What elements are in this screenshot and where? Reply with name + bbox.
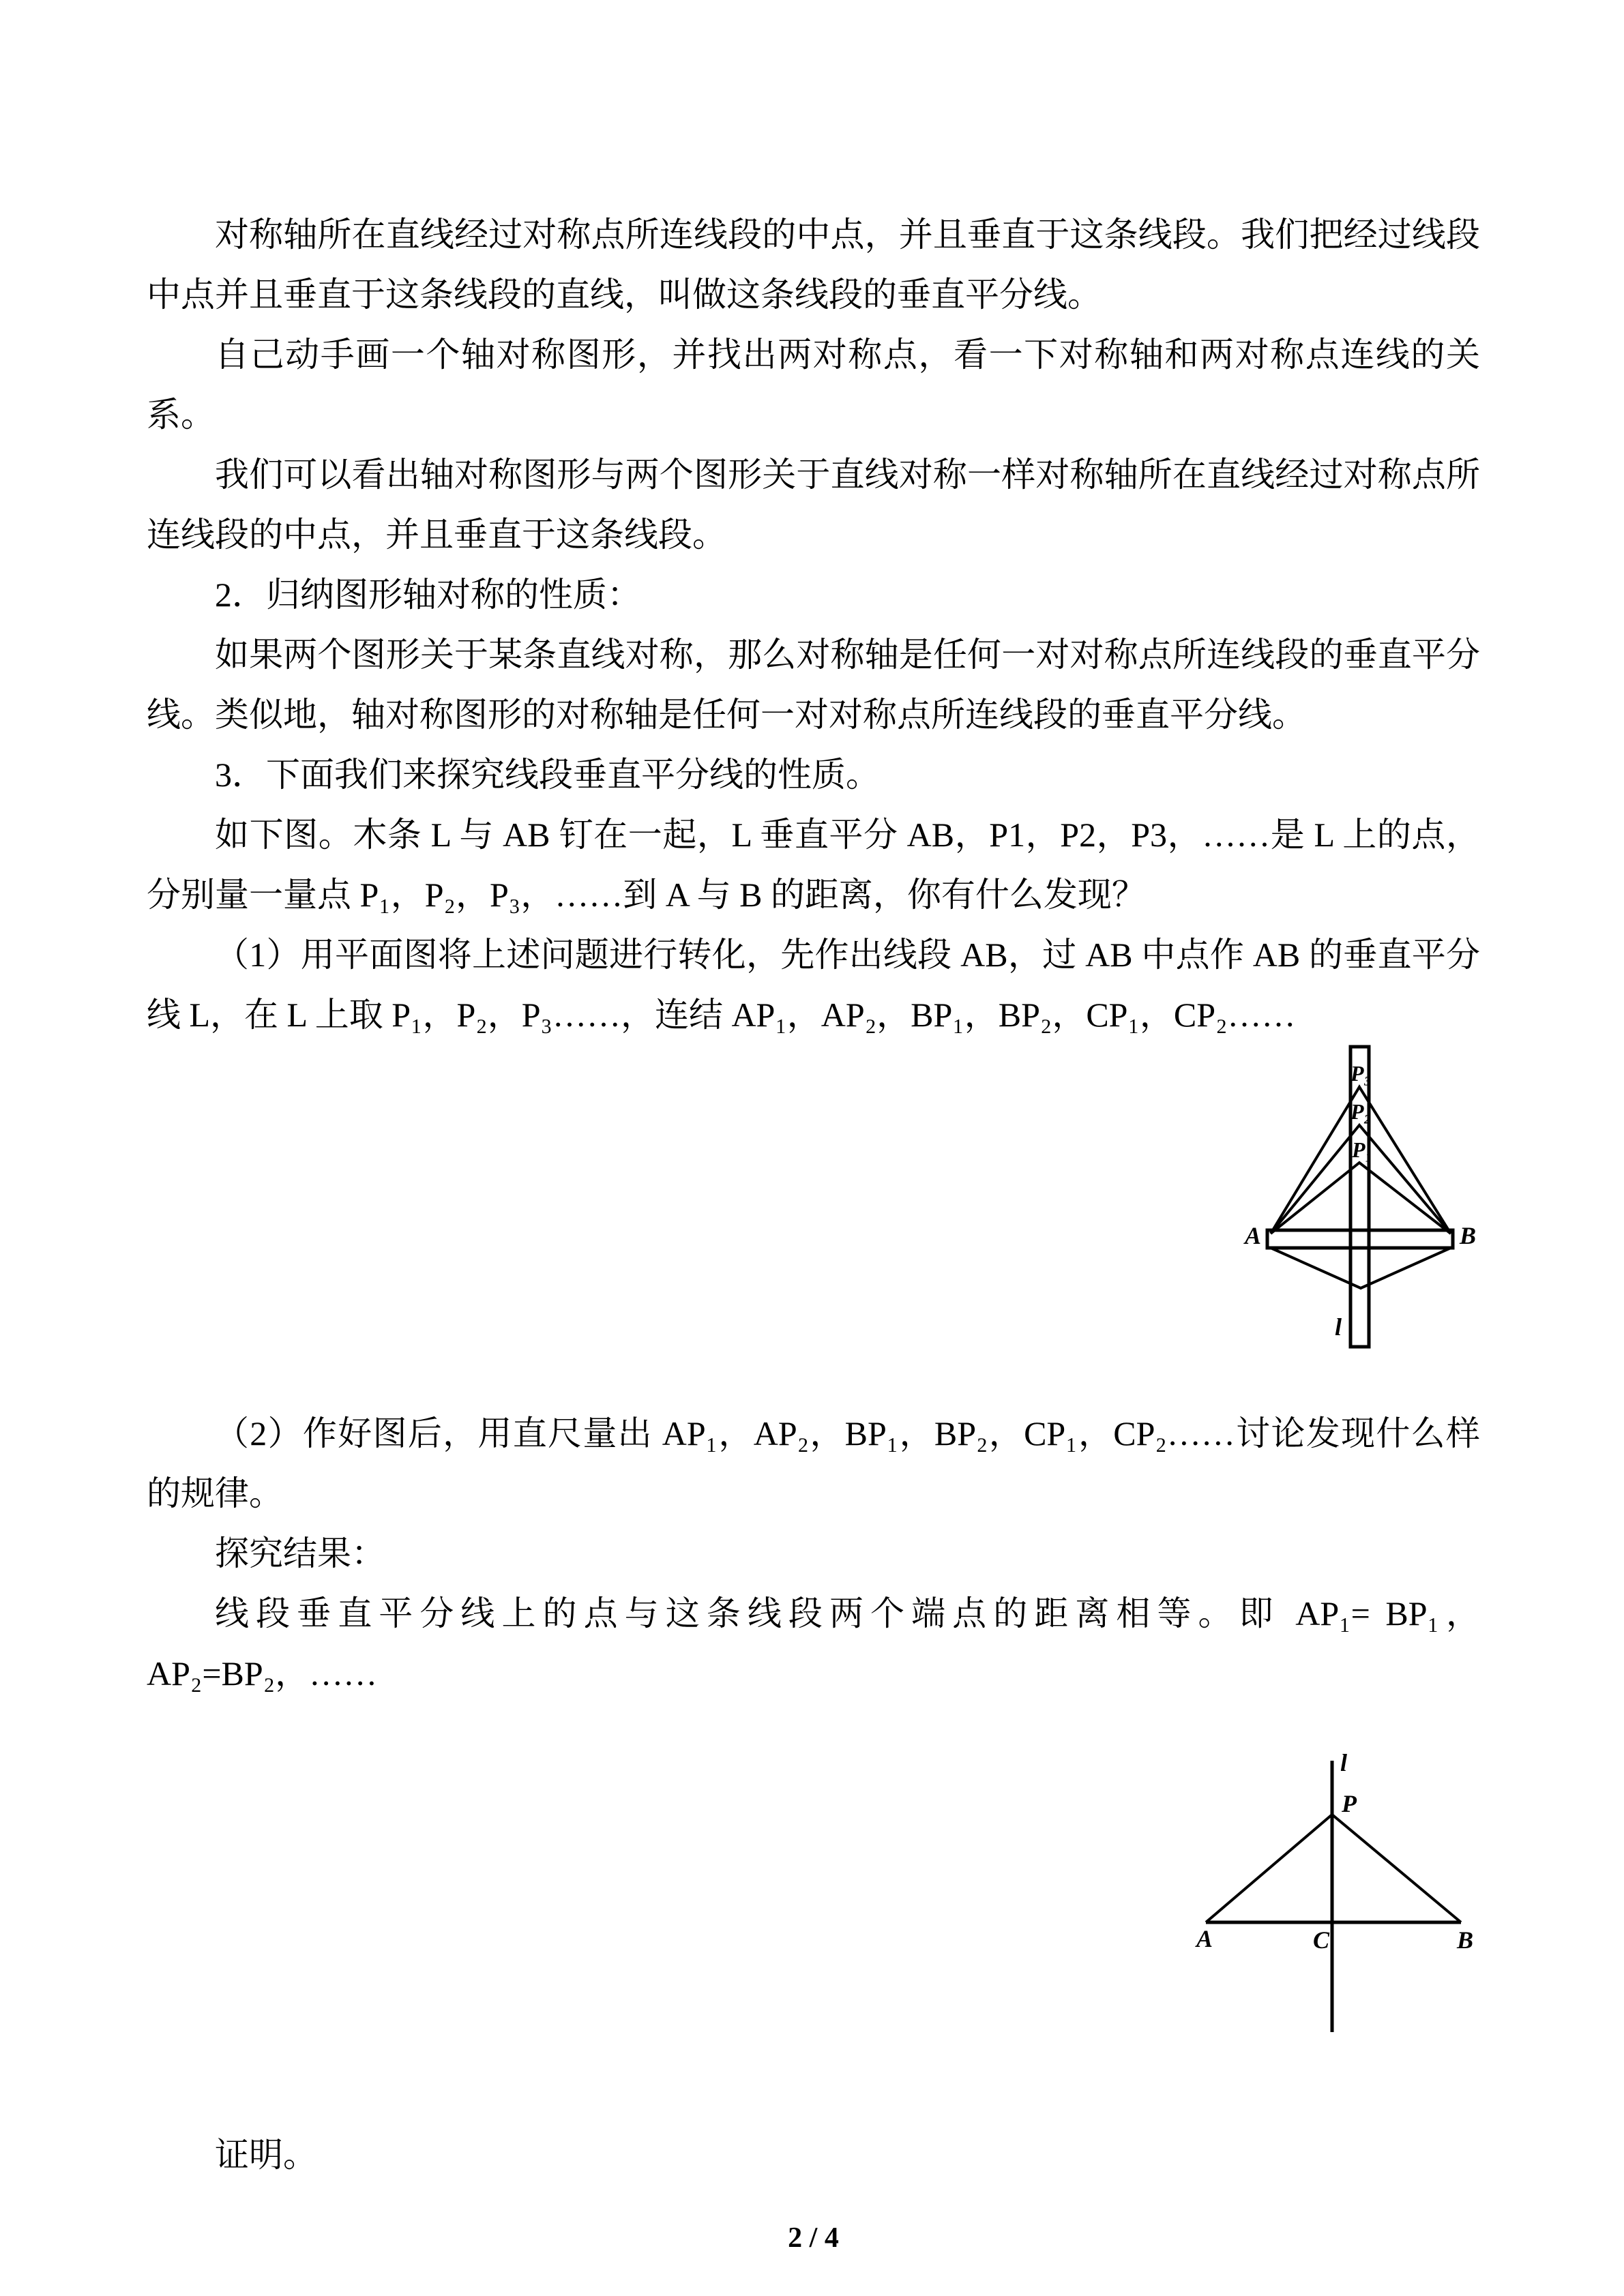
string-below	[1271, 1248, 1451, 1288]
point-label-a: A	[1196, 1925, 1213, 1952]
paragraph: （1）用平面图将上述问题进行转化，先作出线段 AB，过 AB 中点作 AB 的垂直平分线 L，在 L 上取 P₁，P₂，P₃……，连结 AP₁，AP₂，BP₁，BP₂，CP₁，CP₂……	[147, 936, 1480, 1034]
paragraph: 3．下面我们来探究线段垂直平分线的性质。	[215, 756, 880, 794]
figure-2-area	[147, 1750, 1480, 2037]
page-number: 2 / 4	[788, 2222, 839, 2254]
figure-2-drawing	[1187, 1750, 1487, 2037]
point-label-p1: P₁	[1352, 1137, 1373, 1162]
triangle-perpendicular-bisector-figure	[1187, 1750, 1487, 2037]
paragraph: 对称轴所在直线经过对称点所连线段的中点，并且垂直于这条线段。我们把经过线段中点并且垂直于这条线段的直线，叫做这条线段的垂直平分线。	[147, 215, 1480, 314]
string-to-p1	[1271, 1163, 1451, 1234]
line-label-l: l	[1340, 1749, 1348, 1776]
point-label-p: P	[1342, 1790, 1357, 1817]
point-label-b: B	[1460, 1222, 1477, 1249]
paragraph: 探究结果：	[215, 1534, 385, 1572]
paragraph: 2．归纳图形轴对称的性质：	[215, 576, 641, 614]
point-label-p2: P₂	[1350, 1099, 1372, 1124]
figure-1-area	[147, 1045, 1480, 1352]
sticks-perpendicular-bisector-figure	[1246, 1045, 1485, 1352]
point-label-b: B	[1457, 1926, 1474, 1954]
horizontal-strip	[1267, 1230, 1453, 1248]
paragraph: 我们可以看出轴对称图形与两个图形关于直线对称一样对称轴所在直线经过对称点所连线段的中点，并且垂直于这条线段。	[147, 456, 1480, 554]
figure-1-drawing	[1246, 1045, 1485, 1352]
point-label-a: A	[1245, 1222, 1262, 1249]
point-label-p3: P₃	[1350, 1061, 1372, 1086]
paragraph: 如果两个图形关于某条直线对称，那么对称轴是任何一对对称点所连线段的垂直平分线。类似地，轴对称图形的对称轴是任何一对对称点所连线段的垂直平分线。	[147, 636, 1480, 734]
vertical-strip	[1350, 1047, 1369, 1347]
paragraph: 证明。	[215, 2136, 317, 2174]
segment-pa	[1206, 1815, 1332, 1922]
paragraph: 如下图。木条 L 与 AB 钉在一起，L 垂直平分 AB，P1，P2，P3，……是 L 上的点，分别量一量点 P₁，P₂，P₃，……到 A 与 B 的距离，你有什么发现？	[147, 816, 1480, 914]
paragraph: 自己动手画一个轴对称图形，并找出两对称点，看一下对称轴和两对称点连线的关系。	[147, 336, 1480, 434]
point-label-c: C	[1313, 1926, 1330, 1954]
line-label-l: l	[1335, 1313, 1342, 1341]
paragraph: 线段垂直平分线上的点与这条线段两个端点的距离相等。即 AP₁= BP₁，AP₂=BP₂，……	[147, 1594, 1480, 1693]
segment-pb	[1332, 1815, 1461, 1922]
paragraph: （2）作好图后，用直尺量出 AP₁，AP₂，BP₁，BP₂，CP₁，CP₂……讨论发现什么样的规律。	[147, 1414, 1480, 1512]
